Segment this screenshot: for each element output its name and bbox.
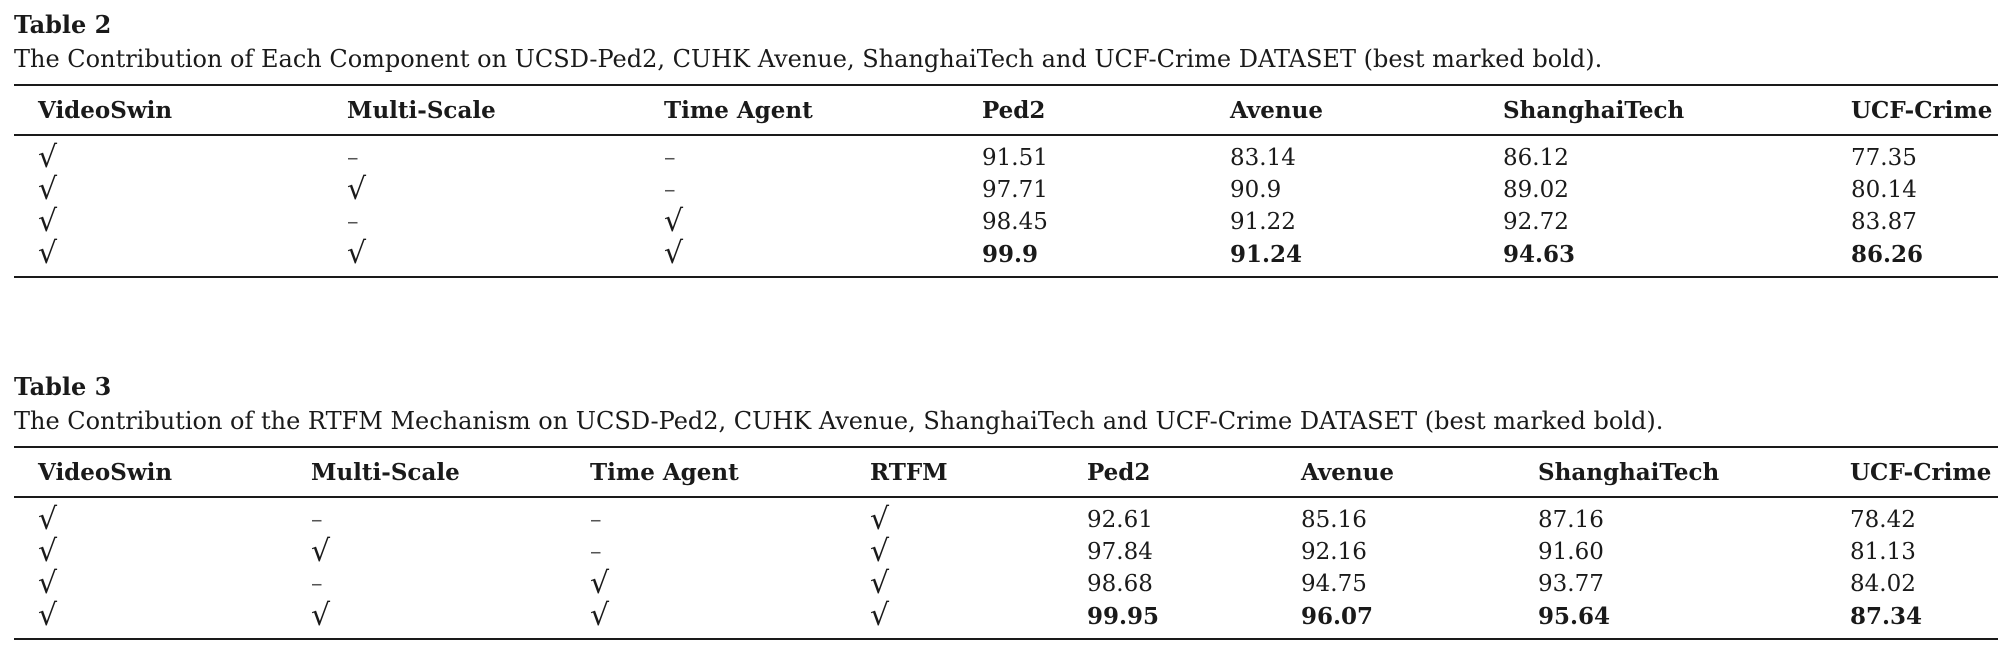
table-cell: 78.42: [1850, 507, 1916, 533]
table-cell: 92.16: [1301, 539, 1367, 565]
table-cell-best: 95.64: [1538, 602, 1611, 630]
table-cell: √: [347, 236, 367, 271]
table-cell: 83.14: [1230, 145, 1296, 171]
column-header: Multi-Scale: [311, 458, 460, 486]
table-row: [14, 497, 1998, 536]
table-cell: –: [590, 539, 602, 565]
table-label: Table 3: [14, 372, 112, 401]
table-cell: √: [38, 598, 58, 633]
table-cell: √: [38, 534, 58, 569]
table-cell: √: [870, 566, 890, 601]
table-2: [14, 8, 1998, 278]
table-row: [14, 536, 1998, 568]
table-cell: 97.84: [1087, 539, 1153, 565]
table-cell: –: [347, 209, 359, 235]
table-cell: 84.02: [1850, 571, 1916, 597]
column-header: Time Agent: [664, 96, 813, 124]
table-cell: 89.02: [1503, 177, 1569, 203]
table-cell: –: [664, 145, 676, 171]
table-3: [14, 370, 1998, 640]
table-cell: √: [664, 236, 684, 271]
table-row: [14, 568, 1998, 600]
column-header: VideoSwin: [38, 96, 173, 124]
table-cell: √: [664, 204, 684, 239]
column-header: Time Agent: [590, 458, 739, 486]
table-row: [14, 174, 1998, 206]
table-cell: 91.60: [1538, 539, 1604, 565]
table-cell: 86.12: [1503, 145, 1569, 171]
column-header: ShanghaiTech: [1503, 96, 1685, 124]
table-cell: 90.9: [1230, 177, 1282, 203]
table-cell: √: [347, 172, 367, 207]
header-row: [14, 447, 1998, 497]
table-cell: √: [38, 502, 58, 537]
table-cell-best: 99.9: [982, 240, 1039, 268]
table-cell: 92.72: [1503, 209, 1569, 235]
column-header: VideoSwin: [38, 458, 173, 486]
table-cell: 92.61: [1087, 507, 1153, 533]
table-cell: √: [38, 204, 58, 239]
table-cell: √: [38, 172, 58, 207]
results-table: [14, 446, 1998, 640]
table-cell-best: 87.34: [1850, 602, 1923, 630]
table-cell: –: [664, 177, 676, 203]
table-cell-best: 91.24: [1230, 240, 1303, 268]
column-header: RTFM: [870, 458, 948, 486]
table-cell: 91.51: [982, 145, 1048, 171]
results-table: [14, 84, 1998, 278]
table-row: [14, 238, 1998, 277]
table-cell: –: [311, 507, 323, 533]
table-cell-best: 99.95: [1087, 602, 1160, 630]
table-caption: The Contribution of the RTFM Mechanism on UCSD-Ped2, CUHK Avenue, ShanghaiTech and UCF-Crime DATASET (best marked bold).: [14, 407, 1664, 435]
column-header: Avenue: [1230, 96, 1323, 124]
table-cell: √: [38, 566, 58, 601]
table-cell: √: [870, 502, 890, 537]
table-row: [14, 135, 1998, 174]
table-cell: 83.87: [1851, 209, 1917, 235]
column-header: ShanghaiTech: [1538, 458, 1720, 486]
column-header: Ped2: [982, 96, 1046, 124]
table-cell-best: 86.26: [1851, 240, 1924, 268]
table-cell-best: 96.07: [1301, 602, 1374, 630]
table-cell: –: [311, 571, 323, 597]
table-cell: –: [347, 145, 359, 171]
table-cell: 77.35: [1851, 145, 1917, 171]
table-cell: √: [38, 236, 58, 271]
table-cell: √: [590, 566, 610, 601]
table-cell: √: [311, 598, 331, 633]
column-header: UCF-Crime: [1850, 458, 1992, 486]
table-label: Table 2: [14, 10, 112, 39]
table-cell: √: [870, 598, 890, 633]
table-cell: –: [590, 507, 602, 533]
table-caption: The Contribution of Each Component on UCSD-Ped2, CUHK Avenue, ShanghaiTech and UCF-Crime DATASET (best marked bold).: [14, 45, 1603, 73]
table-cell: √: [311, 534, 331, 569]
table-cell: 94.75: [1301, 571, 1367, 597]
column-header: Multi-Scale: [347, 96, 496, 124]
table-cell: 80.14: [1851, 177, 1917, 203]
header-row: [14, 85, 1998, 135]
table-cell: 87.16: [1538, 507, 1604, 533]
table-cell: 93.77: [1538, 571, 1604, 597]
table-cell: 98.68: [1087, 571, 1153, 597]
table-cell: 97.71: [982, 177, 1048, 203]
table-row: [14, 600, 1998, 639]
column-header: UCF-Crime: [1851, 96, 1993, 124]
table-cell: 91.22: [1230, 209, 1296, 235]
table-row: [14, 206, 1998, 238]
column-header: Avenue: [1301, 458, 1394, 486]
table-cell: √: [590, 598, 610, 633]
table-cell: √: [870, 534, 890, 569]
table-cell: 85.16: [1301, 507, 1367, 533]
table-cell: 98.45: [982, 209, 1048, 235]
table-cell: √: [38, 140, 58, 175]
table-cell-best: 94.63: [1503, 240, 1576, 268]
table-cell: 81.13: [1850, 539, 1916, 565]
column-header: Ped2: [1087, 458, 1151, 486]
